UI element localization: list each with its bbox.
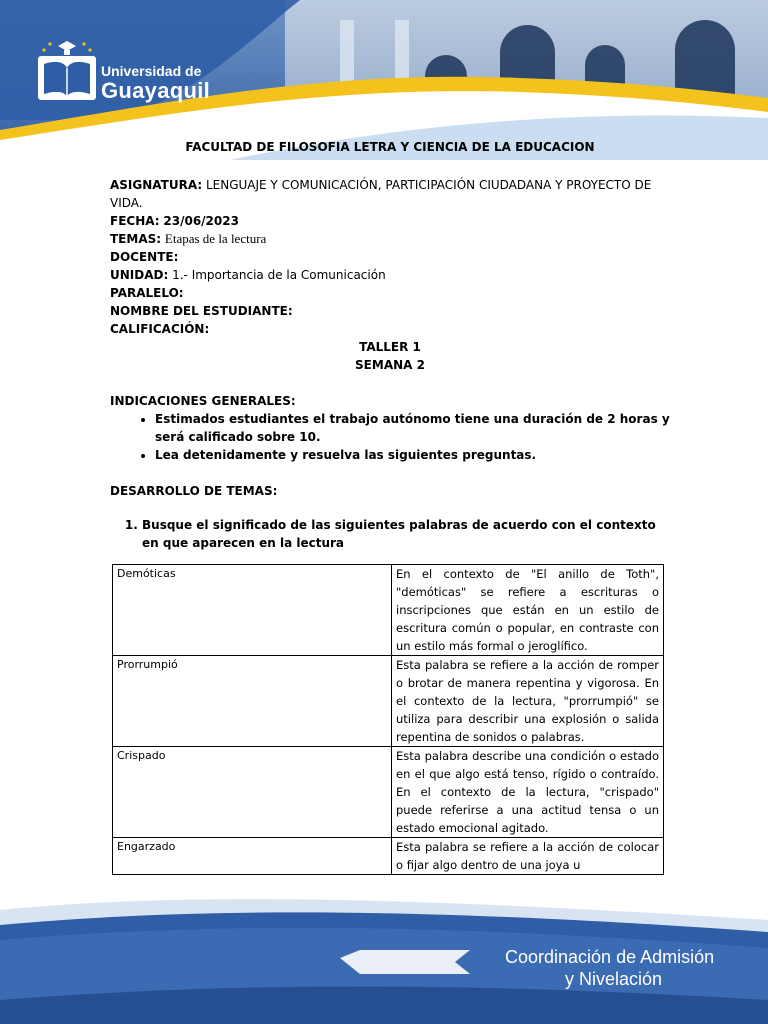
field-asignatura (110, 176, 670, 212)
semana-title: SEMANA 2 (355, 358, 425, 372)
field-calificacion (110, 320, 670, 338)
field-docente (110, 248, 670, 266)
vocabulary-table (112, 564, 664, 875)
field-label: UNIDAD: (110, 268, 169, 282)
field-label: CALIFICACIÓN: (110, 322, 210, 336)
question-1: 1. Busque el significado de las siguientes palabras de acuerdo con el contexto en que aparecen en la lectura (142, 516, 670, 552)
field-label: DOCENTE: (110, 250, 179, 264)
footer-title (505, 946, 714, 990)
table-cell-definition: Esta palabra se refiere a la acción de colocar o fijar algo dentro de una joya u (392, 838, 664, 875)
indicaciones-list (110, 410, 670, 464)
taller-title: TALLER 1 (359, 340, 421, 354)
faculty-title: FACULTAD DE FILOSOFIA LETRA Y CIENCIA DE LA EDUCACION (185, 140, 595, 154)
document-body (110, 138, 670, 552)
table-row (113, 565, 664, 656)
field-label: PARALELO: (110, 286, 184, 300)
field-label: TEMAS: (110, 232, 162, 246)
university-logo (36, 36, 98, 107)
field-unidad (110, 266, 670, 284)
table-cell-term: Demóticas (113, 565, 392, 656)
field-value: Etapas de la lectura (164, 231, 267, 246)
field-fecha (110, 212, 670, 230)
logo-line-2: Guayaquil (101, 78, 211, 103)
field-paralelo (110, 284, 670, 302)
indicaciones-title: INDICACIONES GENERALES: (110, 394, 296, 408)
table-cell-definition: Esta palabra se refiere a la acción de romper o brotar de manera repentina y vigorosa. En el contexto de la lectura, "prorrumpió" se utiliza para describir una explosión o salida repentina de sonidos o palabras. (392, 656, 664, 747)
footer-line-1: Coordinación de Admisión (505, 947, 715, 967)
university-name (101, 64, 210, 102)
field-label: NOMBRE DEL ESTUDIANTE: (110, 304, 293, 318)
field-label: ASIGNATURA: (110, 178, 203, 192)
list-item: • Estimados estudiantes el trabajo autónomo tiene una duración de 2 horas y será calificado sobre 10. (155, 410, 670, 446)
table-cell-definition: Esta palabra describe una condición o estado en el que algo está tenso, rígido o contraído. En el contexto de la lectura, "crispado" puede referirse a una actitud tensa o un estado emocional agitado. (392, 747, 664, 838)
table-row (113, 838, 664, 875)
table-cell-definition: En el contexto de "El anillo de Toth", "demóticas" se refiere a escrituras o inscripciones que están en un estilo de escritura común o popular, en contraste con un estilo más formal o jeroglífico. (392, 565, 664, 656)
header-banner (0, 0, 768, 160)
footer-line-2: y Nivelación (565, 969, 663, 989)
questions-list (110, 516, 670, 552)
field-nombre-estudiante (110, 302, 670, 320)
table-row (113, 747, 664, 838)
table-cell-term: Prorrumpió (113, 656, 392, 747)
desarrollo-title: DESARROLLO DE TEMAS: (110, 484, 278, 498)
field-label: FECHA: (110, 214, 160, 228)
table-cell-term: Engarzado (113, 838, 392, 875)
table-cell-term: Crispado (113, 747, 392, 838)
field-temas (110, 230, 670, 248)
list-item: • Lea detenidamente y resuelva las siguientes preguntas. (155, 446, 670, 464)
logo-line-1: Universidad de (101, 63, 202, 79)
field-value: LENGUAJE Y COMUNICACIÓN, PARTICIPACIÓN CIUDADANA Y PROYECTO DE VIDA. (110, 178, 652, 210)
field-value: 1.- Importancia de la Comunicación (172, 268, 386, 282)
table-row (113, 656, 664, 747)
field-value: 23/06/2023 (163, 214, 239, 228)
university-emblem-icon (36, 36, 98, 102)
